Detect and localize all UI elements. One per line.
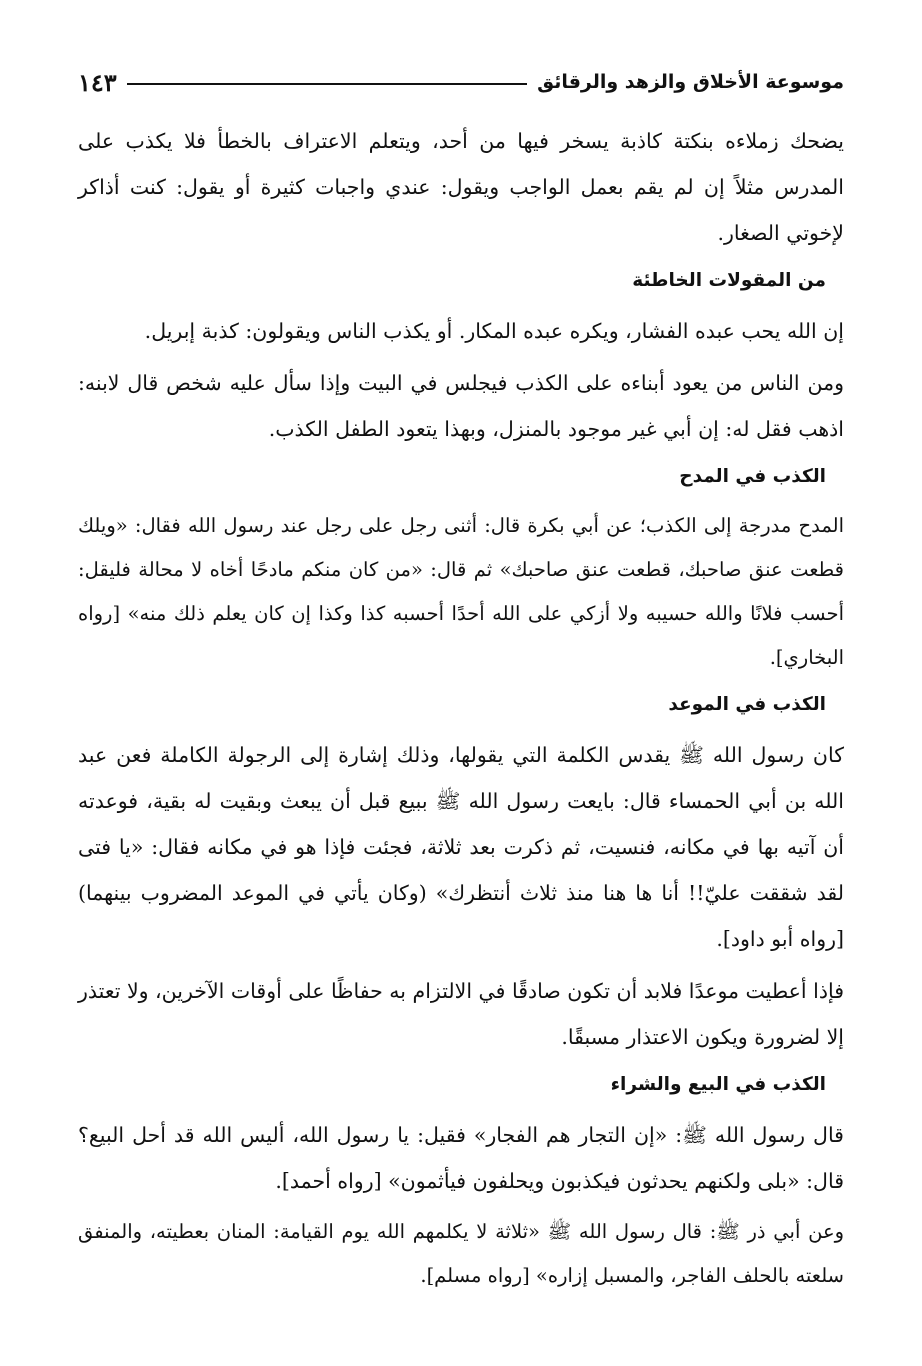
book-title: موسوعة الأخلاق والزهد والرقائق [537,71,844,93]
page-number: ١٤٣ [78,67,117,97]
section-heading: من المقولات الخاطئة [632,270,826,291]
page-header [78,62,844,102]
section-heading: الكذب في الموعد [668,694,826,715]
section-heading: الكذب في المدح [679,466,826,487]
header-rule [127,83,527,85]
page-body [78,118,844,1304]
paragraph: فإذا أعطيت موعدًا فلابد أن تكون صادقًا في الالتزام به حفاظًا على أوقات الآخرين، ولا تعتذر إلا لضرورة ويكون الاعتذار مسبقًا. [77,979,844,1049]
paragraph: قال رسول الله ﷺ: «إن التجار هم الفجار» فقيل: يا رسول الله، أليس الله قد أحل البيع؟ قال: «بلى ولكنهم يحدثون فيكذبون ويحلفون فيأثمون» [رواه أحمد]. [78,1123,844,1193]
paragraph: وعن أبي ذر ﷺ: قال رسول الله ﷺ «ثلاثة لا يكلمهم الله يوم القيامة: المنان بعطيته، والمنفق سلعته بالحلف الفاجر، والمسبل إزاره» [رواه مسلم]. [78,1220,844,1287]
paragraph: كان رسول الله ﷺ يقدس الكلمة التي يقولها، وذلك إشارة إلى الرجولة الكاملة فعن عبد الله بن أبي الحمساء قال: بايعت رسول الله ﷺ ببيع قبل أن يبعث وبقيت له بقية، فوعدته أن آتيه بها في مكانه، فنسيت، ثم ذكرت بعد ثلاثة، فجئت فإذا هو في مكانه فقال: «يا فتى لقد شققت عليّ!! أنا ها هنا منذ ثلاث أنتظرك» (وكان يأتي في الموعد المضروب بينهما) [رواه أبو داود]. [78,743,844,951]
paragraph: المدح مدرجة إلى الكذب؛ عن أبي بكرة قال: أثنى رجل على رجل عند رسول الله فقال: «ويلك قطعت عنق صاحبك، قطعت عنق صاحبك» ثم قال: «من كان منكم مادحًا أخاه لا محالة فليقل: أحسب فلانًا والله حسيبه ولا أزكي على الله أحدًا أحسبه كذا وكذا إن كان يعلم ذلك منه» [رواه البخاري]. [78,514,844,669]
paragraph: ومن الناس من يعود أبناءه على الكذب فيجلس في البيت وإذا سأل عليه شخص قال لابنه: اذهب فقل له: إن أبي غير موجود بالمنزل، وبهذا يتعود الطفل الكذب. [78,371,844,441]
paragraph: يضحك زملاءه بنكتة كاذبة يسخر فيها من أحد، ويتعلم الاعتراف بالخطأ فلا يكذب على المدرس مثلاً إن لم يقم بعمل الواجب ويقول: عندي واجبات كثيرة أو يقول: كنت أذاكر لإخوتي الصغار. [78,129,844,245]
section-heading: الكذب في البيع والشراء [610,1074,826,1095]
paragraph: إن الله يحب عبده الفشار، ويكره عبده المكار. أو يكذب الناس ويقولون: كذبة إبريل. [144,319,844,343]
